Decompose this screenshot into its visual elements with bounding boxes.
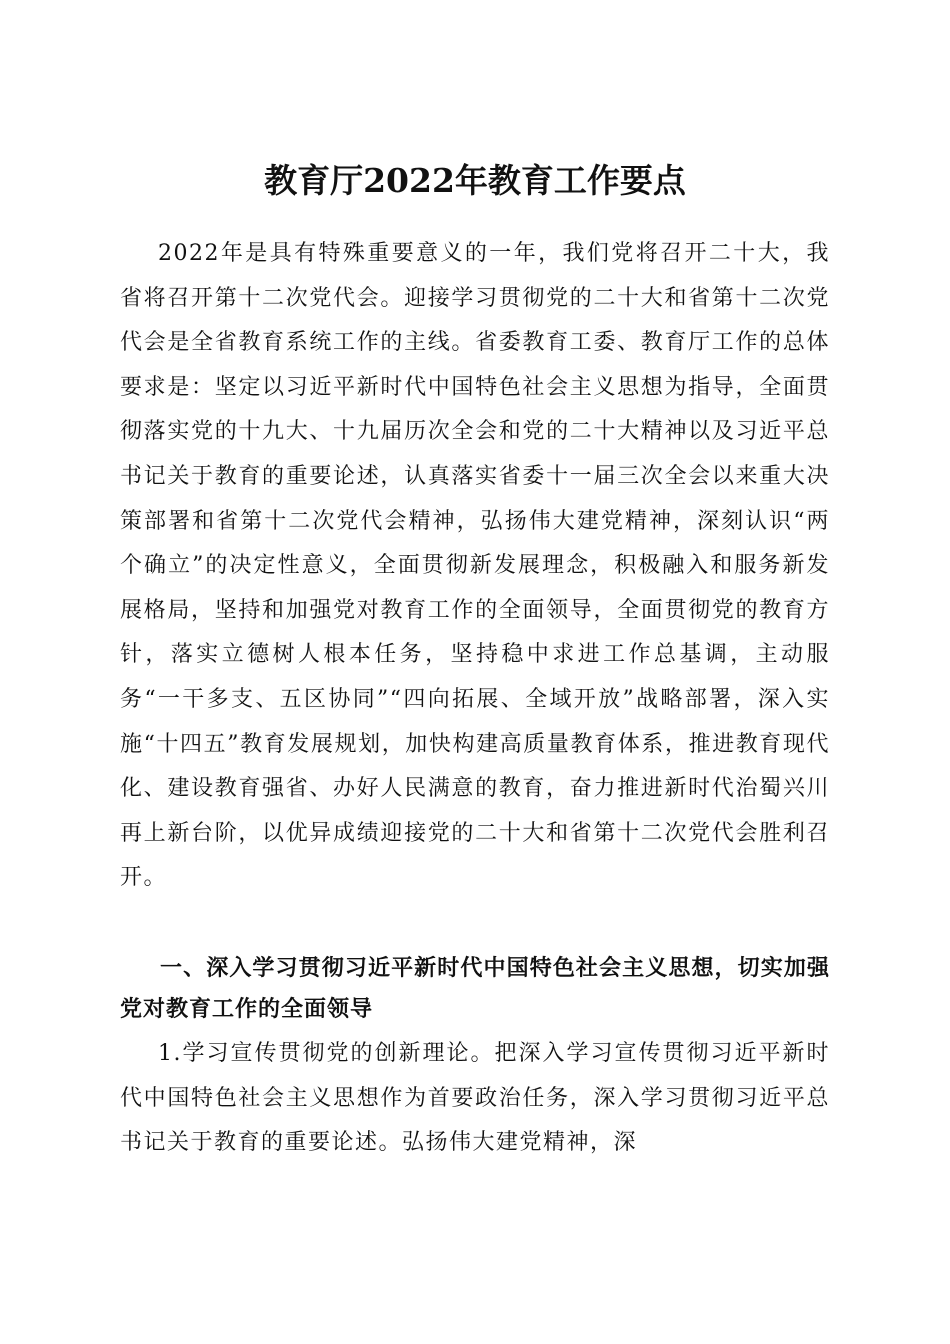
intro-paragraph: 2022年是具有特殊重要意义的一年，我们党将召开二十大，我省将召开第十二次党代会。迎接学习贯彻党的二十大和省第十二次党代会是全省教育系统工作的主线。省委教育工委、教育厅工作的总体要求是：坚定以习近平新时代中国特色社会主义思想为指导，全面贯彻落实党的十九大、十九届历次全会和党的二十大精神以及习近平总书记关于教育的重要论述，认真落实省委十一届三次全会以来重大决策部署和省第十二次党代会精神，弘扬伟大建党精神，深刻认识“两个确立”的决定性意义，全面贯彻新发展理念，积极融入和服务新发展格局，坚持和加强党对教育工作的全面领导，全面贯彻党的教育方针，落实立德树人根本任务，坚持稳中求进工作总基调，主动服务“一干多支、五区协同”“四向拓展、全域开放”战略部署，深入实施“十四五”教育发展规划，加快构建高质量教育体系，推进教育现代化、建设教育强省、办好人民满意的教育，奋力推进新时代治蜀兴川再上新台阶，以优异成绩迎接党的二十大和省第十二次党代会胜利召开。 xyxy=(120,241,830,891)
document-title: 教育厅2022年教育工作要点 xyxy=(264,161,686,201)
section-heading: 一、深入学习贯彻习近平新时代中国特色社会主义思想，切实加强党对教育工作的全面领导 xyxy=(120,956,830,1022)
item-paragraph: 1.学习宣传贯彻党的创新理论。把深入学习宣传贯彻习近平新时代中国特色社会主义思想作为首要政治任务，深入学习贯彻习近平总书记关于教育的重要论述。弘扬伟大建党精神，深 xyxy=(120,1041,830,1156)
